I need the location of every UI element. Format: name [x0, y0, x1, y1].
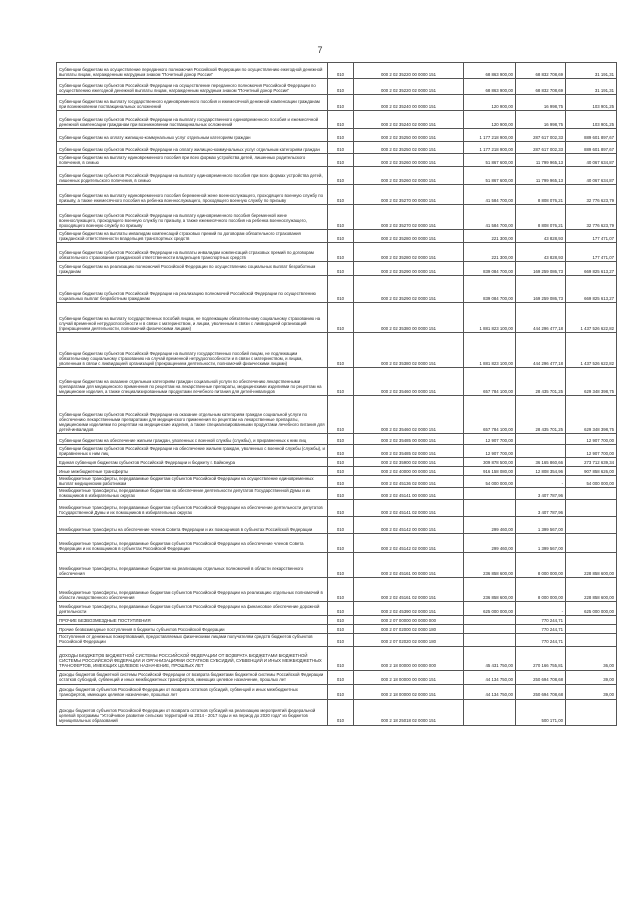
remainder-amount: 228 858 600,00 [566, 553, 617, 578]
row-kbk: 000 2 02 45390 02 0000 151 [354, 602, 464, 616]
approved-amount: 44 134 750,00 [464, 670, 516, 684]
row-name: Субвенции бюджетам на выплаты инвалидам компенсаций страховых премий по договорам обязательного страхования гражданской ответственности владельцев транспортных средств [57, 230, 328, 243]
row-name: Субвенции бюджетам субъектов Российской Федерации на оказание отдельным категориям граждан социальной услуги по обеспечению лекарственными препаратами для медицинского применения по рецептам на лекарственные препараты, медицинскими изделиями по рецептам на медицинские изделия, а также специализированными продуктами лечебного питания для детей-инвалидов [57, 396, 328, 434]
table-row [57, 205, 617, 230]
row-code: 010 [328, 467, 354, 476]
row-code: 010 [328, 699, 354, 725]
row-name: Доходы бюджетов бюджетной системы Российской Федерации от возврата бюджетами бюджетной системы Российской Федерации остатков субсидий, субвенций и иных межбюджетных трансфертов, имеющих целевое назначение, прошлых лет [57, 670, 328, 684]
row-kbk: 000 2 02 35460 00 0000 151 [354, 368, 464, 396]
approved-amount: 236 858 600,00 [464, 553, 516, 578]
row-name: ДОХОДЫ БЮДЖЕТОВ БЮДЖЕТНОЙ СИСТЕМЫ РОССИЙСКОЙ ФЕДЕРАЦИИ ОТ ВОЗВРАТА БЮДЖЕТАМИ БЮДЖЕТНОЙ СИСТЕМЫ РОССИЙСКОЙ ФЕДЕРАЦИИ И ОРГАНИЗАЦИЯМИ ОСТАТКОВ СУБСИДИЙ, СУБВЕНЦИЙ И ИНЫХ МЕЖБЮДЖЕТНЫХ ТРАНСФЕРТОВ, ИМЕЮЩИХ ЦЕЛЕВОЕ НАЗНАЧЕНИЕ, ПРОШЛЫХ ЛЕТ [57, 646, 328, 670]
row-kbk: 000 2 02 35290 00 0000 151 [354, 262, 464, 276]
row-kbk: 000 2 02 35380 00 0000 151 [354, 303, 464, 333]
remainder-amount: 1 437 526 622,82 [566, 333, 617, 368]
approved-amount: 299 460,00 [464, 534, 516, 553]
row-code: 010 [328, 517, 354, 534]
row-kbk: 000 2 07 02020 02 0000 180 [354, 634, 464, 646]
remainder-amount: 1 437 526 622,82 [566, 303, 617, 333]
row-code: 010 [328, 368, 354, 396]
remainder-amount [566, 616, 617, 625]
row-kbk: 000 2 02 35280 02 0000 151 [354, 243, 464, 262]
table-row [57, 63, 617, 79]
executed-amount: 11 799 965,13 [516, 167, 566, 185]
remainder-amount: 177 471,07 [566, 243, 617, 262]
approved-amount: 45 431 750,00 [464, 646, 516, 670]
row-kbk: 000 2 02 35270 00 0000 151 [354, 185, 464, 205]
approved-amount: 309 878 500,00 [464, 458, 516, 467]
row-name: Межбюджетные трансферты на обеспечение членов Совета Федерации и их помощников в субъектах Российской Федерации [57, 517, 328, 534]
row-code: 010 [328, 185, 354, 205]
row-kbk: 000 2 18 00000 00 0000 000 [354, 646, 464, 670]
row-code: 010 [328, 111, 354, 129]
row-kbk: 000 2 02 35250 00 0000 151 [354, 129, 464, 142]
table-row [57, 167, 617, 185]
remainder-amount: 907 858 626,00 [566, 467, 617, 476]
remainder-amount [566, 699, 617, 725]
executed-amount: 68 832 708,69 [516, 79, 566, 95]
remainder-amount: 889 601 897,67 [566, 129, 617, 142]
table-row [57, 142, 617, 154]
approved-amount: 1 881 823 100,00 [464, 303, 516, 333]
row-name: Субвенции бюджетам на выплату единовременного пособия беременной жене военнослужащего, проходящего военную службу по призыву, а также ежемесячного пособия на ребенка военнослужащего, проходящего военную службу по призыву [57, 185, 328, 205]
executed-amount [516, 434, 566, 445]
executed-amount: 43 828,93 [516, 230, 566, 243]
row-kbk: 000 2 02 45141 00 0000 151 [354, 488, 464, 500]
row-code: 010 [328, 396, 354, 434]
row-name: Доходы бюджетов субъектов Российской Федерации от возврата остатков субсидий, субвенций и иных межбюджетных трансфертов, имеющих целевое назначение, прошлых лет [57, 684, 328, 699]
remainder-amount: 32 776 623,79 [566, 205, 617, 230]
row-kbk: 000 2 02 45161 02 0000 151 [354, 578, 464, 602]
approved-amount: 221 300,00 [464, 243, 516, 262]
table-row [57, 458, 617, 467]
row-name: ПРОЧИЕ БЕЗВОЗМЕЗДНЫЕ ПОСТУПЛЕНИЯ [57, 616, 328, 625]
row-code: 010 [328, 154, 354, 167]
row-code: 010 [328, 63, 354, 79]
row-code: 010 [328, 79, 354, 95]
remainder-amount [566, 517, 617, 534]
table-row [57, 396, 617, 434]
row-name: Субвенции бюджетам на оказание отдельным категориям граждан социальной услуги по обеспечению лекарственными препаратами для медицинского применения по рецептам на лекарственные препараты, медицинскими изделиями по рецептам на медицинские изделия, а также специализированными продуктами лечебного питания для детей-инвалидов [57, 368, 328, 396]
executed-amount: 8 000 000,00 [516, 553, 566, 578]
row-kbk: 000 2 07 02000 02 0000 180 [354, 625, 464, 634]
table-body [57, 63, 617, 726]
row-code: 010 [328, 434, 354, 445]
row-name: Доходы бюджетов субъектов Российской Федерации от возврата остатков субсидий на реализацию мероприятий федеральной целевой программы "Устойчивое развитие сельских территорий на 2014 - 2017 годы и на период до 2020 года" из бюджетов муниципальных образований [57, 699, 328, 725]
remainder-amount: 12 907 700,00 [566, 445, 617, 458]
executed-amount: 250 694 708,68 [516, 684, 566, 699]
row-name: Субвенции бюджетам на выплату государственного единовременного пособия и ежемесячной денежной компенсации гражданам при возникновении поствакцинальных осложнений [57, 95, 328, 111]
executed-amount: 12 808 354,96 [516, 467, 566, 476]
remainder-amount [566, 625, 617, 634]
row-name: Межбюджетные трансферты, передаваемые бюджетам субъектов Российской Федерации на финансовое обеспечение дорожной деятельности [57, 602, 328, 616]
approved-amount: 54 000 000,00 [464, 476, 516, 488]
approved-amount: 12 907 700,00 [464, 445, 516, 458]
row-code: 010 [328, 500, 354, 517]
approved-amount: 120 900,00 [464, 111, 516, 129]
executed-amount: 11 799 965,13 [516, 154, 566, 167]
executed-amount: 3 407 787,96 [516, 500, 566, 517]
table-row [57, 467, 617, 476]
table-row [57, 684, 617, 699]
row-code: 010 [328, 534, 354, 553]
table-row [57, 616, 617, 625]
row-kbk: 000 2 02 35460 02 0000 151 [354, 396, 464, 434]
table-row [57, 262, 617, 276]
row-name: Межбюджетные трансферты, передаваемые бюджетам субъектов Российской Федерации на обеспечение деятельности депутатов Государственной Думы и их помощников в избирательных округах [57, 500, 328, 517]
row-name: Субвенции бюджетам субъектов Российской Федерации на обеспечение жильем граждан, уволенных с военной службы (службы), и приравненных к ним лиц [57, 445, 328, 458]
remainder-amount: 177 471,07 [566, 230, 617, 243]
executed-amount: 270 166 755,81 [516, 646, 566, 670]
row-name: Субвенции бюджетам на выплату государственных пособий лицам, не подлежащим обязательному социальному страхованию на случай временной нетрудоспособности и в связи с материнством, и лицам, уволенным в связи с ликвидацией организаций (прекращением деятельности, полномочий физическими лицами) [57, 303, 328, 333]
row-kbk: 000 2 02 35250 02 0000 151 [354, 142, 464, 154]
row-name: Субвенции бюджетам субъектов Российской Федерации на выплату государственного единовременного пособия и ежемесячной денежной компенсации гражданам при возникновении поствакцинальных осложнений [57, 111, 328, 129]
approved-amount [464, 699, 516, 725]
executed-amount: 28 435 701,25 [516, 368, 566, 396]
table-row [57, 276, 617, 303]
row-name: Субвенции бюджетам субъектов Российской Федерации на осуществление переданного полномочия Российской Федерации по осуществлению ежегодной денежной выплаты лицам, награжденным нагрудным знаком "Почетный донор России" [57, 79, 328, 95]
row-code: 010 [328, 616, 354, 625]
row-name: Субвенции бюджетам субъектов Российской Федерации на реализацию полномочий Российской Федерации по осуществлению социальных выплат безработным гражданам [57, 276, 328, 303]
row-name: Субвенции бюджетам субъектов Российской Федерации на выплату государственных пособий лицам, не подлежащим обязательному социальному страхованию на случай временной нетрудоспособности и в связи с материнством, и лицам, уволенным в связи с ликвидацией организаций (прекращением деятельности, полномочий физическими лицами) [57, 333, 328, 368]
executed-amount: 1 399 567,00 [516, 534, 566, 553]
row-kbk: 000 2 02 45141 02 0000 151 [354, 500, 464, 517]
row-code: 010 [328, 129, 354, 142]
executed-amount: 169 259 086,73 [516, 262, 566, 276]
row-code: 010 [328, 602, 354, 616]
row-kbk: 000 2 02 35485 00 0000 151 [354, 434, 464, 445]
approved-amount: 68 863 900,00 [464, 79, 516, 95]
executed-amount: 8 808 076,21 [516, 205, 566, 230]
budget-revenue-table [56, 62, 617, 726]
remainder-amount: 54 000 000,00 [566, 476, 617, 488]
remainder-amount: 889 601 897,67 [566, 142, 617, 154]
remainder-amount [566, 634, 617, 646]
row-code: 010 [328, 476, 354, 488]
table-row [57, 243, 617, 262]
row-name: Субвенции бюджетам на выплату единовременного пособия при всех формах устройства детей, лишенных родительского попечения, в семью [57, 154, 328, 167]
row-code: 010 [328, 142, 354, 154]
row-kbk: 000 2 02 45142 02 0000 151 [354, 534, 464, 553]
table-row [57, 154, 617, 167]
table-row [57, 111, 617, 129]
remainder-amount: 103 901,25 [566, 95, 617, 111]
row-name: Субвенции бюджетам на осуществление переданного полномочия Российской Федерации по осуществлению ежегодной денежной выплаты лицам, награжденным нагрудным знаком "Почетный донор России" [57, 63, 328, 79]
table-row [57, 333, 617, 368]
table-row [57, 602, 617, 616]
row-code: 010 [328, 670, 354, 684]
approved-amount: 44 134 750,00 [464, 684, 516, 699]
row-code: 010 [328, 262, 354, 276]
row-code: 010 [328, 167, 354, 185]
row-kbk: 000 2 02 35240 02 0000 151 [354, 111, 464, 129]
table-row [57, 303, 617, 333]
approved-amount: 1 177 218 900,00 [464, 142, 516, 154]
row-name: Межбюджетные трансферты, передаваемые бюджетам субъектов Российской Федерации на обеспечение членов Совета Федерации и их помощников в субъектах Российской Федерации [57, 534, 328, 553]
row-code: 010 [328, 95, 354, 111]
remainder-amount: 31 191,31 [566, 63, 617, 79]
approved-amount [464, 616, 516, 625]
table-row [57, 368, 617, 396]
approved-amount [464, 634, 516, 646]
table-row [57, 670, 617, 684]
executed-amount: 3 407 787,96 [516, 488, 566, 500]
row-name: Межбюджетные трансферты, передаваемые бюджетам на реализацию отдельных полномочий в области лекарственного обеспечения [57, 553, 328, 578]
remainder-amount: 39,00 [566, 670, 617, 684]
row-code: 010 [328, 625, 354, 634]
row-code: 010 [328, 276, 354, 303]
table-row [57, 185, 617, 205]
row-kbk: 000 2 02 35280 00 0000 151 [354, 230, 464, 243]
table-row [57, 625, 617, 634]
row-name: Межбюджетные трансферты, передаваемые бюджетам субъектов Российской Федерации на осуществление единовременных выплат медицинским работникам [57, 476, 328, 488]
executed-amount: 770 244,71 [516, 616, 566, 625]
executed-amount: 250 694 708,68 [516, 670, 566, 684]
row-code: 010 [328, 553, 354, 578]
row-name: Субвенции бюджетам на обеспечение жильем граждан, уволенных с военной службы (службы), и приравненных к ним лиц [57, 434, 328, 445]
remainder-amount: 32 776 623,79 [566, 185, 617, 205]
remainder-amount: 629 348 398,75 [566, 368, 617, 396]
row-kbk: 000 2 02 35240 00 0000 151 [354, 95, 464, 111]
row-name: Прочие безвозмездные поступления в бюджеты субъектов Российской Федерации [57, 625, 328, 634]
remainder-amount: 228 858 600,00 [566, 578, 617, 602]
row-code: 010 [328, 205, 354, 230]
row-kbk: 000 2 02 35220 00 0000 151 [354, 63, 464, 79]
remainder-amount: 40 067 634,87 [566, 154, 617, 167]
approved-amount [464, 488, 516, 500]
row-name: Субвенции бюджетам субъектов Российской Федерации на оплату жилищно-коммунальных услуг отдельным категориям граждан [57, 142, 328, 154]
approved-amount: 12 907 700,00 [464, 434, 516, 445]
table-row [57, 230, 617, 243]
table-row [57, 500, 617, 517]
remainder-amount [566, 534, 617, 553]
approved-amount: 51 867 600,00 [464, 167, 516, 185]
approved-amount: 41 584 700,00 [464, 185, 516, 205]
remainder-amount: 12 907 700,00 [566, 434, 617, 445]
remainder-amount: 103 901,25 [566, 111, 617, 129]
row-kbk: 000 2 18 00000 02 0000 151 [354, 684, 464, 699]
row-name: Межбюджетные трансферты, передаваемые бюджетам субъектов Российской Федерации на реализацию отдельных полномочий в области лекарственного обеспечения [57, 578, 328, 602]
remainder-amount: 669 825 613,27 [566, 276, 617, 303]
approved-amount: 120 900,00 [464, 95, 516, 111]
table-row [57, 534, 617, 553]
executed-amount: 43 828,93 [516, 243, 566, 262]
table-row [57, 129, 617, 142]
approved-amount: 1 881 823 100,00 [464, 333, 516, 368]
row-code: 010 [328, 634, 354, 646]
row-kbk: 000 2 07 00000 00 0000 000 [354, 616, 464, 625]
remainder-amount: 31 191,31 [566, 79, 617, 95]
approved-amount: 68 863 900,00 [464, 63, 516, 79]
table-row [57, 646, 617, 670]
row-code: 010 [328, 243, 354, 262]
approved-amount: 839 084 700,00 [464, 276, 516, 303]
executed-amount: 444 296 477,18 [516, 333, 566, 368]
remainder-amount [566, 500, 617, 517]
executed-amount: 68 832 708,69 [516, 63, 566, 79]
executed-amount [516, 445, 566, 458]
table-row [57, 488, 617, 500]
row-name: Единая субвенция бюджетам субъектов Российской Федерации и бюджету г. Байконура [57, 458, 328, 467]
row-kbk: 000 2 02 35290 02 0000 151 [354, 276, 464, 303]
executed-amount: 770 244,71 [516, 634, 566, 646]
approved-amount: 51 867 600,00 [464, 154, 516, 167]
approved-amount [464, 500, 516, 517]
row-kbk: 000 2 02 45161 00 0000 151 [354, 553, 464, 578]
executed-amount: 500 171,00 [516, 699, 566, 725]
row-name: Межбюджетные трансферты, передаваемые бюджетам на обеспечение деятельности депутатов Государственной Думы и их помощников в избирательных округах [57, 488, 328, 500]
row-code: 010 [328, 303, 354, 333]
executed-amount: 1 399 567,00 [516, 517, 566, 534]
row-code: 010 [328, 445, 354, 458]
row-code: 010 [328, 488, 354, 500]
table-row [57, 445, 617, 458]
table-row [57, 79, 617, 95]
approved-amount: 41 584 700,00 [464, 205, 516, 230]
executed-amount: 28 435 701,25 [516, 396, 566, 434]
table-row [57, 634, 617, 646]
executed-amount: - [516, 602, 566, 616]
row-kbk: 000 2 02 35260 02 0000 151 [354, 167, 464, 185]
executed-amount: 169 259 086,73 [516, 276, 566, 303]
approved-amount: 299 460,00 [464, 517, 516, 534]
executed-amount: 770 244,71 [516, 625, 566, 634]
row-kbk: 000 2 02 45142 00 0000 151 [354, 517, 464, 534]
executed-amount: 16 998,75 [516, 95, 566, 111]
remainder-amount: 36,00 [566, 646, 617, 670]
approved-amount: 236 858 600,00 [464, 578, 516, 602]
row-kbk: 000 2 02 35220 02 0000 151 [354, 79, 464, 95]
approved-amount: 221 300,00 [464, 230, 516, 243]
row-code: 010 [328, 646, 354, 670]
approved-amount: 839 084 700,00 [464, 262, 516, 276]
executed-amount: 8 000 000,00 [516, 578, 566, 602]
row-name: Субвенции бюджетам субъектов Российской Федерации на выплату единовременного пособия при всех формах устройства детей, лишенных родительского попечения, в семью [57, 167, 328, 185]
row-kbk: 000 2 02 35270 02 0000 151 [354, 205, 464, 230]
table-row [57, 699, 617, 725]
page-number: 7 [317, 45, 323, 55]
row-code: 010 [328, 458, 354, 467]
row-code: 010 [328, 578, 354, 602]
row-name: Субвенции бюджетам на реализацию полномочий Российской Федерации по осуществлению социальных выплат безработным гражданам [57, 262, 328, 276]
row-kbk: 000 2 18 00000 00 0000 151 [354, 670, 464, 684]
row-name: Поступления от денежных пожертвований, предоставляемых физическими лицами получателям средств бюджетов субъектов Российской Федерации [57, 634, 328, 646]
table-row [57, 476, 617, 488]
executed-amount: 444 296 477,18 [516, 303, 566, 333]
remainder-amount: 669 825 613,27 [566, 262, 617, 276]
row-kbk: 000 2 02 35900 02 0000 151 [354, 458, 464, 467]
row-name: Субвенции бюджетам субъектов Российской Федерации на выплаты инвалидам компенсаций страховых премий по договорам обязательного страхования гражданской ответственности владельцев транспортных средств [57, 243, 328, 262]
remainder-amount: 625 000 000,00 [566, 602, 617, 616]
row-code: 010 [328, 684, 354, 699]
row-kbk: 000 2 02 35260 00 0000 151 [354, 154, 464, 167]
table-row [57, 517, 617, 534]
row-name: Субвенции бюджетам субъектов Российской Федерации на выплату единовременного пособия беременной жене военнослужащего, проходящего военную службу по призыву, а также ежемесячного пособия на ребенка военнослужащего, проходящего военную службу по призыву [57, 205, 328, 230]
remainder-amount: 39,00 [566, 684, 617, 699]
executed-amount: - [516, 476, 566, 488]
row-kbk: 000 2 02 35380 02 0000 151 [354, 333, 464, 368]
approved-amount: 625 000 000,00 [464, 602, 516, 616]
approved-amount: 1 177 218 900,00 [464, 129, 516, 142]
remainder-amount: 273 712 639,34 [566, 458, 617, 467]
approved-amount: 657 784 100,00 [464, 396, 516, 434]
row-name: Субвенции бюджетам на оплату жилищно-коммунальных услуг отдельным категориям граждан [57, 129, 328, 142]
table-row [57, 95, 617, 111]
row-name: Иные межбюджетные трансферты [57, 467, 328, 476]
row-kbk: 000 2 18 25018 02 0000 151 [354, 699, 464, 725]
executed-amount: 8 808 076,21 [516, 185, 566, 205]
table-row [57, 553, 617, 578]
executed-amount: 36 165 860,66 [516, 458, 566, 467]
row-kbk: 000 2 02 40000 00 0000 151 [354, 467, 464, 476]
row-code: 010 [328, 333, 354, 368]
approved-amount: 916 158 080,00 [464, 467, 516, 476]
table-row [57, 434, 617, 445]
executed-amount: 287 617 002,33 [516, 129, 566, 142]
row-kbk: 000 2 02 45136 02 0000 151 [354, 476, 464, 488]
executed-amount: 287 617 002,33 [516, 142, 566, 154]
remainder-amount [566, 488, 617, 500]
row-code: 010 [328, 230, 354, 243]
approved-amount [464, 625, 516, 634]
remainder-amount: 629 348 398,75 [566, 396, 617, 434]
remainder-amount: 40 067 634,87 [566, 167, 617, 185]
executed-amount: 16 998,75 [516, 111, 566, 129]
row-kbk: 000 2 02 35485 02 0000 151 [354, 445, 464, 458]
table-row [57, 578, 617, 602]
approved-amount: 657 784 100,00 [464, 368, 516, 396]
